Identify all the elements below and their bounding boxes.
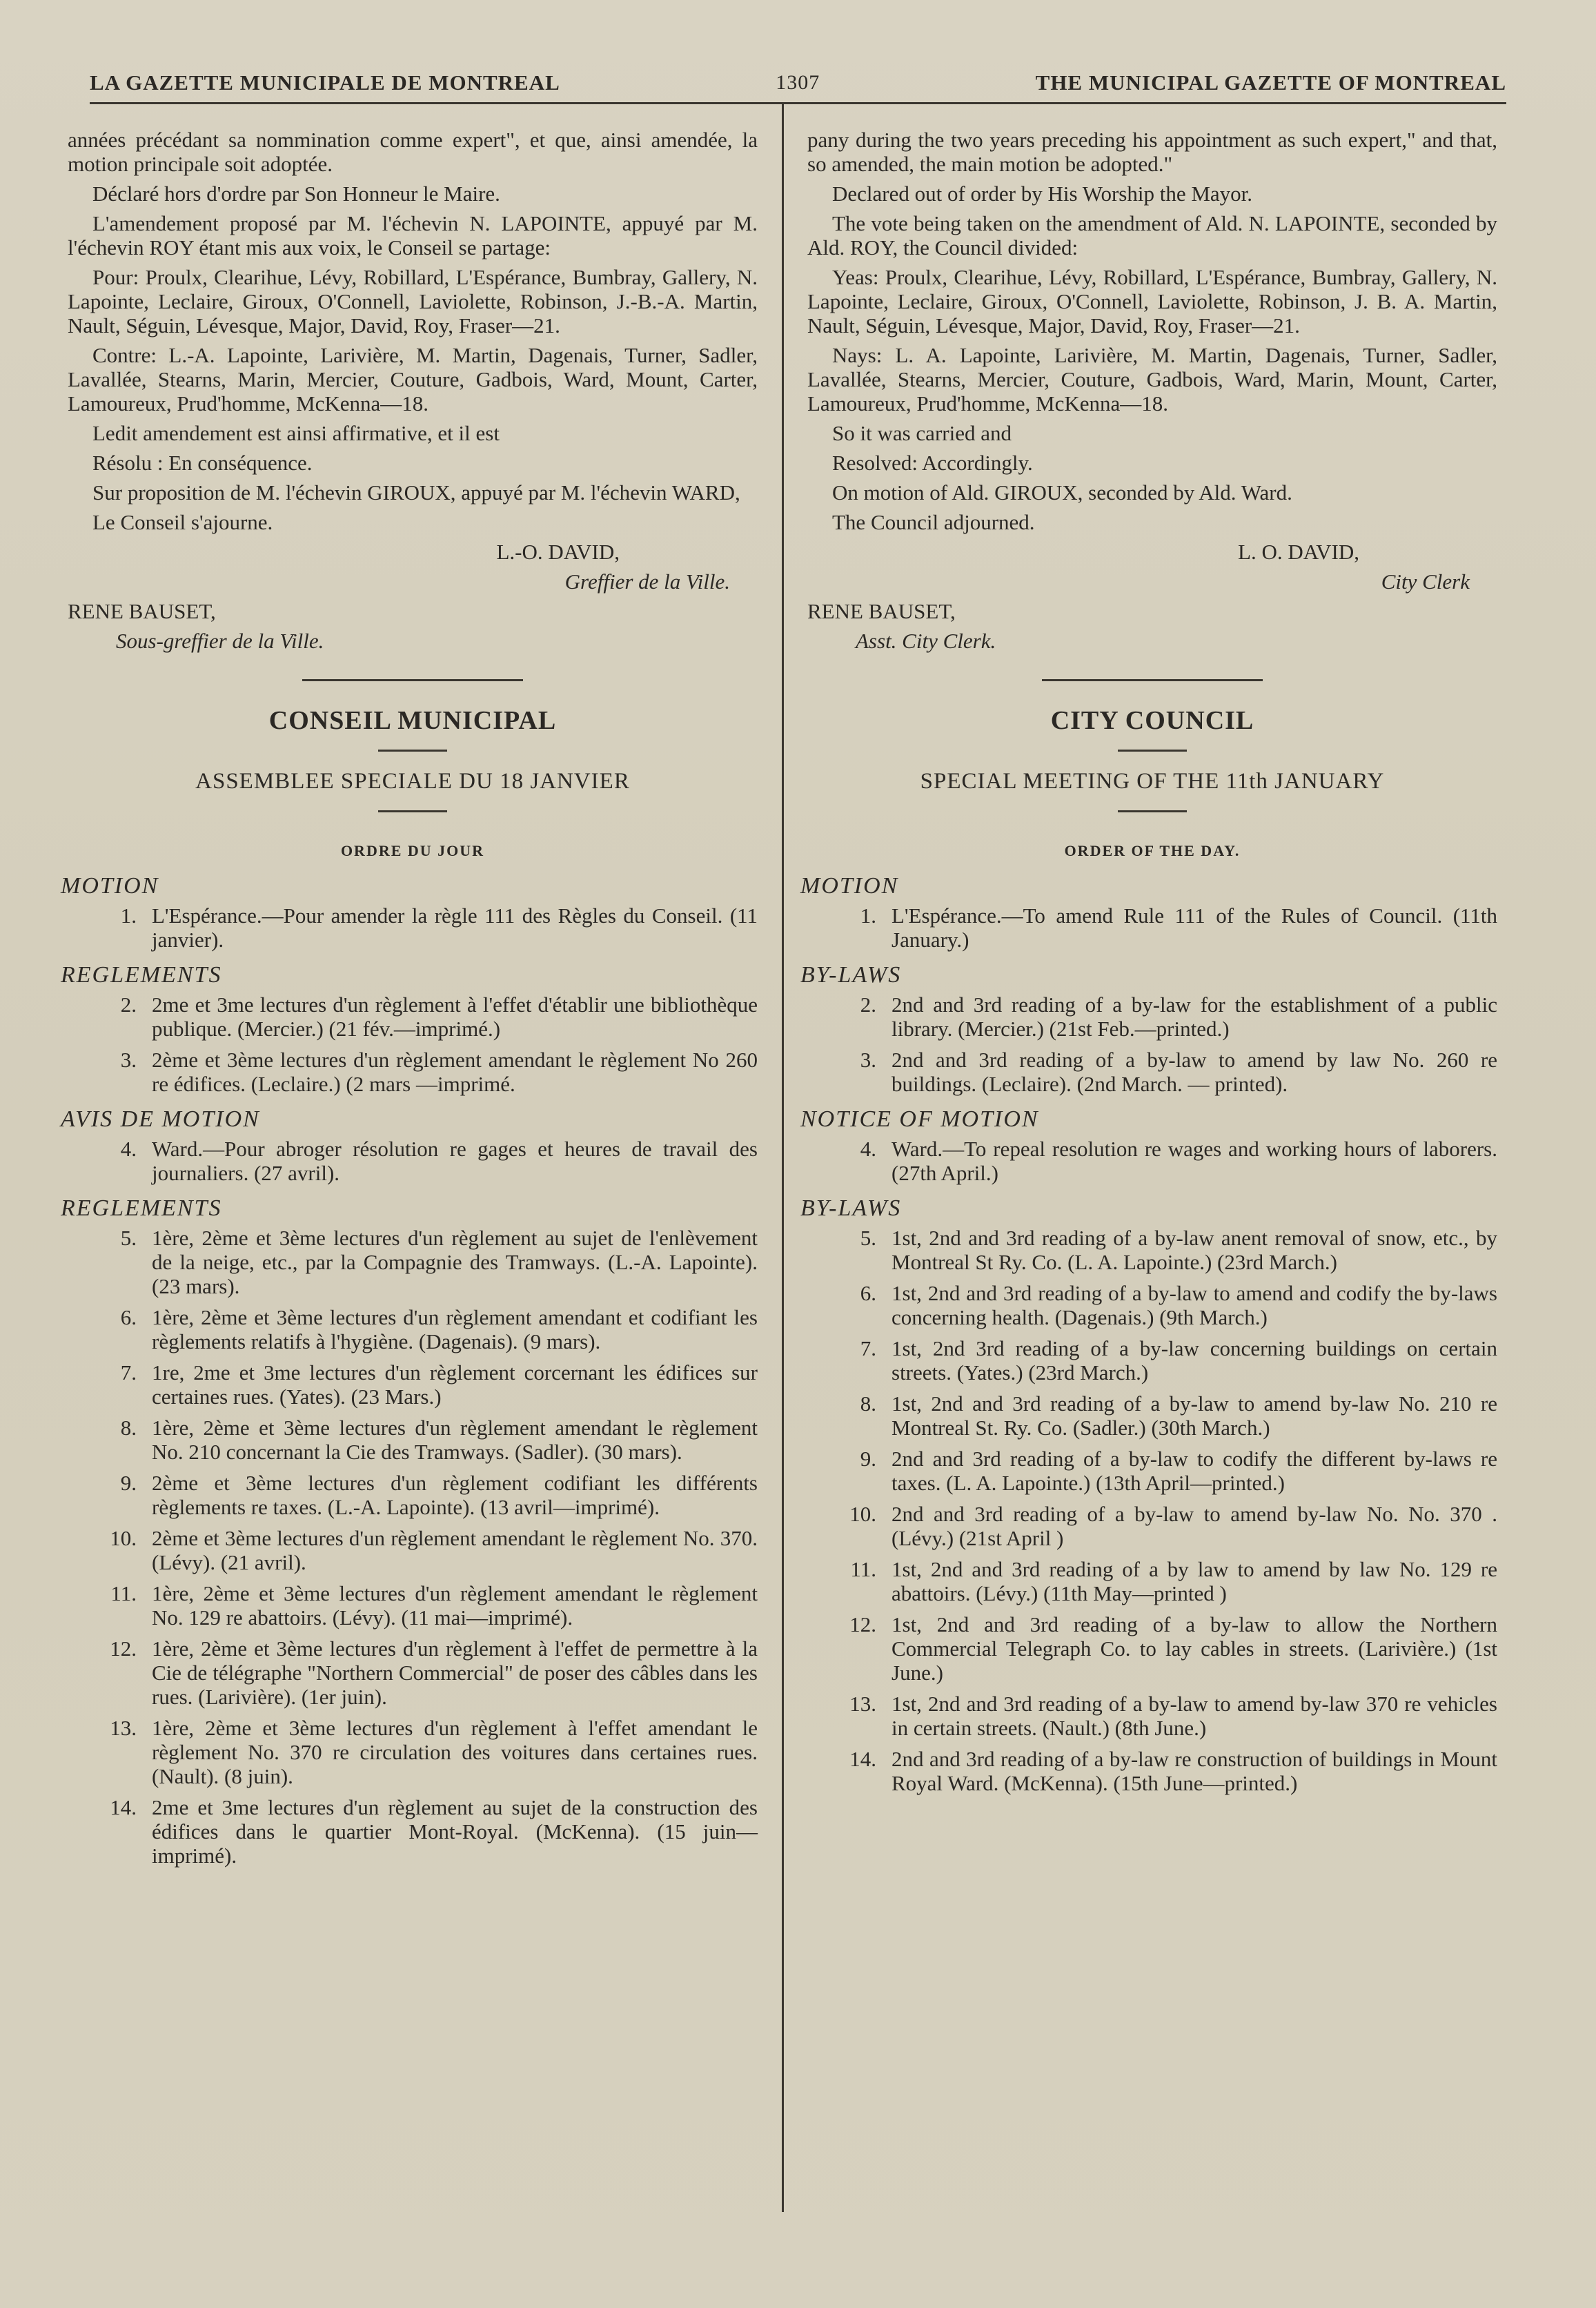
vote-nays: Nays: L. A. Lapointe, Larivière, M. Martin, Dagenais, Turner, Sadler, Lavallée, Stearns, Mercier, Couture, Gadbois, Ward, Marin, Mount, Carter, Lamoureux, Prud'homme, McKenna—18. (807, 343, 1497, 415)
order-heading: ORDER OF THE DAY. (1064, 842, 1241, 859)
list-item: 9. 2nd and 3rd reading of a by-law to codify the different by-laws re taxes. (L. A. Lapointe.) (13th April—printed.) (860, 1447, 1497, 1495)
list-item: 3. 2ème et 3ème lectures d'un règlement amendant le règlement No 260 re édifices. (Leclaire.) (2 mars —imprimé. (120, 1048, 758, 1096)
header-title-french: LA GAZETTE MUNICIPALE DE MONTREAL (90, 70, 560, 95)
list-item: 7. 1st, 2nd 3rd reading of a by-law concerning buildings on certain streets. (Yates.) (23rd March.) (860, 1336, 1497, 1385)
list-item: 12. 1ère, 2ème et 3ème lectures d'un règlement à l'effet de permettre à la Cie de télégraphe "Northern Commercial" de poser des câbles dans les rues. (Larivière). (1er juin). (110, 1636, 758, 1709)
section-rule (378, 750, 447, 752)
section-rule (1118, 810, 1187, 812)
vote-for: Pour: Proulx, Clearihue, Lévy, Robillard, L'Espérance, Bumbray, Gallery, N. Lapointe, Leclaire, Giroux, O'Connell, Laviolette, Robinson, J.-B.-A. Martin, Nault, Séguin, Lévesque, Major, David, Roy, Fraser—21. (68, 265, 758, 338)
list-item: 8. 1ère, 2ème et 3ème lectures d'un règlement amendant le règlement No. 210 concernant la Cie des Tramways. (Sadler). (30 mars). (120, 1416, 758, 1464)
english-column (800, 128, 1497, 1802)
list-item: 11. 1st, 2nd and 3rd reading of a by law to amend by law No. 129 re abattoirs. (Lévy.) (11th May—printed ) (850, 1557, 1497, 1605)
paragraph: The Council adjourned. (832, 510, 1035, 534)
list-item: 13. 1ère, 2ème et 3ème lectures d'un règlement à l'effet amendant le règlement No. 370 re circulation des voitures dans certaines rues. (Nault). (8 juin). (110, 1716, 758, 1788)
list-item: 9. 2ème et 3ème lectures d'un règlement codifiant les différents règlements re taxes. (L.-A. Lapointe). (13 avril—imprimé). (120, 1471, 758, 1519)
assistant-clerk-name: RENE BAUSET, (807, 599, 956, 623)
page-number: 1307 (776, 71, 820, 94)
paragraph: Déclaré hors d'ordre par Son Honneur le Maire. (92, 182, 500, 206)
list-item: 11. 1ère, 2ème et 3ème lectures d'un règlement amendant le règlement No. 129 re abattoirs. (Lévy). (11 mai—imprimé). (110, 1581, 758, 1630)
section-heading-bylaws: BY-LAWS (800, 1195, 902, 1221)
section-heading-bylaws: REGLEMENTS (61, 1195, 222, 1221)
paragraph: Le Conseil s'ajourne. (92, 510, 273, 534)
clerk-name: L. O. DAVID, (1238, 540, 1359, 564)
column-divider (782, 104, 784, 2212)
paragraph: pany during the two years preceding his appointment as such expert," and that, so amended, the main motion be adopted." (807, 128, 1497, 176)
paragraph: The vote being taken on the amendment of Ald. N. LAPOINTE, seconded by Ald. ROY, the Council divided: (807, 211, 1497, 260)
list-item: 4. Ward.—Pour abroger résolution re gages et heures de travail des journaliers. (27 avril). (120, 1137, 758, 1185)
list-item: 14. 2me et 3me lectures d'un règlement au sujet de la construction des édifices dans le quartier Mont-Royal. (McKenna). (15 juin—imprimé). (110, 1795, 758, 1868)
paragraph: On motion of Ald. GIROUX, seconded by Ald. Ward. (832, 480, 1292, 505)
assistant-clerk-title: Asst. City Clerk. (856, 629, 996, 653)
paragraph: So it was carried and (832, 421, 1012, 445)
resolution: Resolved: Accordingly. (832, 451, 1033, 475)
french-column (61, 128, 758, 1875)
paragraph: L'amendement proposé par M. l'échevin N. LAPOINTE, appuyé par M. l'échevin ROY étant mis aux voix, le Conseil se partage: (68, 211, 758, 260)
vote-yeas: Yeas: Proulx, Clearihue, Lévy, Robillard, L'Espérance, Bumbray, Gallery, N. Lapointe, Leclaire, Giroux, O'Connell, Laviolette, Robinson, J. B. A. Martin, Nault, Séguin, Lévesque, Major, David, Roy, Fraser—21. (807, 265, 1497, 338)
list-item: 2. 2me et 3me lectures d'un règlement à l'effet d'établir une bibliothèque publique. (Mercier.) (21 fév.—imprimé.) (120, 992, 758, 1041)
list-item: 2. 2nd and 3rd reading of a by-law for the establishment of a public library. (Mercier.) (21st Feb.—printed.) (860, 992, 1497, 1041)
list-item: 1. L'Espérance.—To amend Rule 111 of the Rules of Council. (11th January.) (860, 903, 1497, 952)
council-heading: CONSEIL MUNICIPAL (268, 706, 557, 735)
list-item: 4. Ward.—To repeal resolution re wages and working hours of laborers. (27th April.) (860, 1137, 1497, 1185)
list-item: 8. 1st, 2nd and 3rd reading of a by-law to amend by-law No. 210 re Montreal St. Ry. Co. (Sadler.) (30th March.) (860, 1391, 1497, 1440)
section-heading-bylaws: BY-LAWS (800, 962, 902, 988)
list-item: 10. 2ème et 3ème lectures d'un règlement amendant le règlement No. 370. (Lévy). (21 avril). (110, 1526, 758, 1574)
clerk-name: L.-O. DAVID, (496, 540, 620, 564)
section-heading-notice: NOTICE OF MOTION (800, 1106, 1039, 1132)
list-item: 13. 1st, 2nd and 3rd reading of a by-law to amend by-law 370 re vehicles in certain streets. (Nault.) (8th June.) (849, 1692, 1497, 1740)
resolution: Résolu : En conséquence. (92, 451, 313, 475)
list-item: 3. 2nd and 3rd reading of a by-law to amend by law No. 260 re buildings. (Leclaire). (2nd March. — printed). (860, 1048, 1497, 1096)
list-item: 14. 2nd and 3rd reading of a by-law re construction of buildings in Mount Royal Ward. (McKenna). (15th June—printed.) (849, 1747, 1497, 1795)
section-rule (1042, 679, 1263, 681)
section-rule (378, 810, 447, 812)
list-item: 1. L'Espérance.—Pour amender la règle 111 des Règles du Conseil. (11 janvier). (120, 903, 758, 952)
order-heading: ORDRE DU JOUR (340, 842, 485, 859)
section-heading-bylaws: REGLEMENTS (61, 962, 222, 988)
section-rule (302, 679, 523, 681)
assistant-clerk-title: Sous-greffier de la Ville. (116, 629, 324, 653)
paragraph: Sur proposition de M. l'échevin GIROUX, appuyé par M. l'échevin WARD, (92, 480, 740, 505)
section-heading-motion: MOTION (800, 873, 899, 899)
list-item: 12. 1st, 2nd and 3rd reading of a by-law to allow the Northern Commercial Telegraph Co. to lay cables in streets. (Larivière.) (1st June.) (849, 1612, 1497, 1685)
list-item: 5. 1st, 2nd and 3rd reading of a by-law anent removal of snow, etc., by Montreal St Ry. Co. (L. A. Lapointe.) (23rd March.) (860, 1226, 1497, 1274)
assistant-clerk-name: RENE BAUSET, (68, 599, 216, 623)
section-rule (1118, 750, 1187, 752)
paragraph: années précédant sa nommination comme expert", et que, ainsi amendée, la motion principale soit adoptée. (68, 128, 758, 176)
council-heading: CITY COUNCIL (1050, 706, 1254, 735)
vote-against: Contre: L.-A. Lapointe, Larivière, M. Martin, Dagenais, Turner, Sadler, Lavallée, Stearns, Marin, Mercier, Couture, Gadbois, Ward, Mount, Carter, Lamoureux, Prud'homme, McKenna—18. (68, 343, 758, 415)
paragraph: Ledit amendement est ainsi affirmative, et il est (92, 421, 500, 445)
list-item: 7. 1re, 2me et 3me lectures d'un règlement corcernant les édifices sur certaines rues. (Yates). (23 Mars.) (120, 1360, 758, 1409)
list-item: 5. 1ère, 2ème et 3ème lectures d'un règlement au sujet de l'enlèvement de la neige, etc., par la Compagnie des Tramways. (L.-A. Lapointe). (23 mars). (120, 1226, 758, 1298)
clerk-title: Greffier de la Ville. (564, 569, 730, 594)
list-item: 10. 2nd and 3rd reading of a by-law to amend by-law No. No. 370 . (Lévy.) (21st April ) (849, 1502, 1497, 1550)
meeting-heading: ASSEMBLEE SPECIALE DU 18 JANVIER (195, 769, 630, 794)
page-header (90, 63, 1506, 104)
meeting-heading: SPECIAL MEETING OF THE 11th JANUARY (920, 769, 1385, 794)
paragraph: Declared out of order by His Worship the Mayor. (832, 182, 1253, 206)
section-heading-motion: MOTION (61, 873, 159, 899)
header-title-english: THE MUNICIPAL GAZETTE OF MONTREAL (1035, 70, 1506, 95)
section-heading-notice: AVIS DE MOTION (61, 1106, 260, 1132)
list-item: 6. 1st, 2nd and 3rd reading of a by-law to amend and codify the by-laws concerning health. (Dagenais.) (9th March.) (860, 1281, 1497, 1329)
clerk-title: City Clerk (1381, 569, 1470, 594)
list-item: 6. 1ère, 2ème et 3ème lectures d'un règlement amendant et codifiant les règlements relatifs à l'hygiène. (Dagenais). (9 mars). (120, 1305, 758, 1353)
